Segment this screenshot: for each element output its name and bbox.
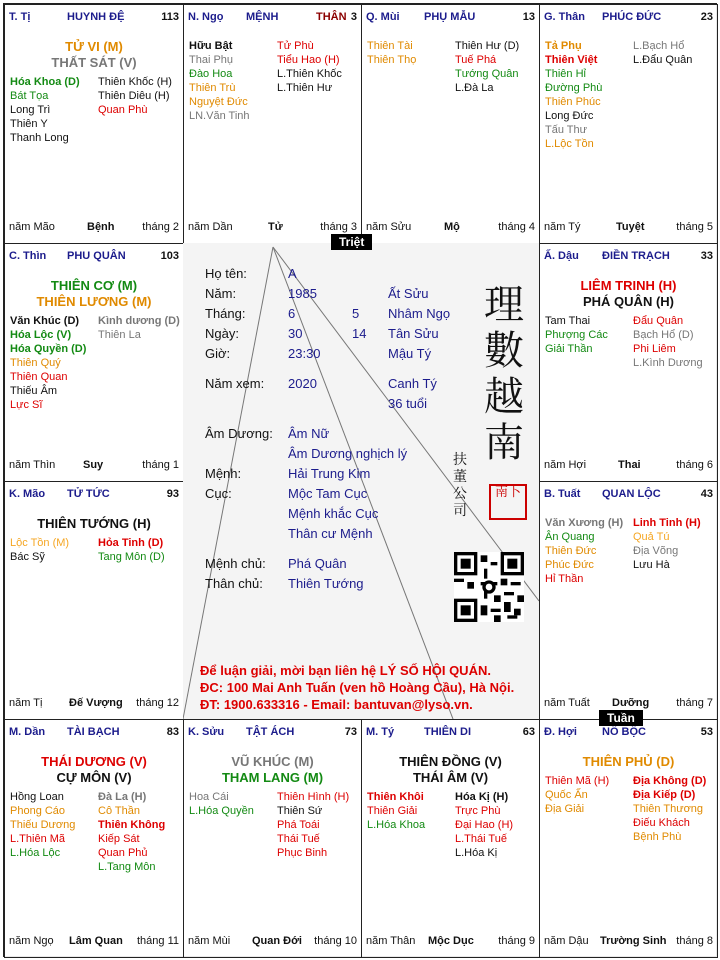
palace-tuat[interactable] (539, 481, 718, 720)
minor-stars-left (367, 790, 425, 832)
main-star: CỰ MÔN (V) (56, 770, 132, 785)
minor-star: L.Thiên Khốc (277, 68, 342, 80)
minor-star: Thiên Hình (H) (277, 791, 350, 803)
main-stars (5, 754, 183, 786)
horoscope-chart (3, 3, 717, 957)
palace-number: 33 (700, 250, 713, 262)
main-star: LIÊM TRINH (H) (580, 278, 677, 293)
minor-star: Thiên Hỉ (545, 68, 586, 80)
minor-stars-right (98, 536, 165, 564)
minor-star: Quốc Ấn (545, 789, 588, 801)
minor-star: Bác Sỹ (10, 551, 45, 563)
palace-header (9, 488, 179, 504)
value-nam-can: Ất Sửu (388, 286, 429, 301)
palace-number: 13 (522, 11, 535, 23)
minor-star: Điếu Khách (633, 817, 690, 829)
palace-name: PHÚC ĐỨC (602, 11, 662, 23)
palace-header (188, 11, 357, 27)
palace-year: năm Tuất (544, 697, 590, 709)
minor-star: Phượng Các (545, 329, 608, 341)
main-star: TỬ VI (M) (65, 39, 123, 54)
minor-stars-right (277, 790, 349, 860)
minor-star: Thiên Diêu (H) (98, 90, 170, 102)
palace-position: K. Mão (9, 488, 46, 500)
palace-position: B. Tuất (544, 488, 581, 500)
palace-year: năm Ngọ (9, 935, 54, 947)
palace-name: HUYNH ĐỆ (67, 11, 125, 23)
main-star: THIÊN PHỦ (D) (582, 754, 675, 769)
palace-stage: Trường Sinh (600, 935, 667, 947)
minor-star: Thiên Y (10, 118, 48, 130)
palace-position: Đ. Hợi (544, 726, 577, 738)
minor-star: Cô Thần (98, 805, 140, 817)
minor-star: Tấu Thư (545, 124, 588, 136)
palace-month: tháng 2 (142, 221, 179, 233)
minor-star: Tiểu Hao (H) (277, 54, 340, 66)
minor-stars-left (367, 39, 416, 67)
minor-star: L.Đà La (455, 82, 494, 94)
minor-star: Tả Phụ (545, 40, 582, 52)
palace-number: 83 (166, 726, 179, 738)
palace-stage: Đế Vượng (69, 697, 123, 709)
calligraphy-small: 扶董公司 (453, 452, 467, 519)
minor-star: Phong Cáo (10, 805, 66, 817)
palace-month: tháng 7 (676, 697, 713, 709)
palace-month: tháng 11 (136, 935, 179, 947)
minor-stars-left (10, 314, 86, 412)
palace-number: 43 (700, 488, 713, 500)
minor-star: Tam Thai (545, 315, 591, 327)
minor-star: Thiên Mã (H) (545, 775, 610, 787)
minor-star: Phục Binh (277, 847, 328, 859)
minor-star: Thiên Giải (367, 805, 418, 817)
minor-star: Quả Tú (633, 531, 670, 543)
minor-stars-left (545, 39, 602, 151)
main-star: THIÊN LƯƠNG (M) (36, 294, 152, 309)
value-nam: 1985 (288, 286, 317, 301)
main-star: PHÁ QUÂN (H) (583, 294, 674, 309)
calligraphy-logo: 理數越南 (484, 282, 524, 466)
palace-mui[interactable] (361, 4, 540, 244)
palace-than-mark: THÂN (316, 11, 347, 23)
palace-year: năm Tý (544, 221, 581, 233)
palace-stage: Bệnh (87, 221, 115, 233)
minor-star: Long Đức (545, 110, 594, 122)
value-tuoi: 36 tuổi (388, 396, 428, 411)
contact-block (200, 662, 514, 713)
minor-star: Đà La (H) (98, 791, 147, 803)
label-menh: Mệnh: (205, 466, 242, 481)
minor-star: Phúc Đức (545, 559, 594, 571)
minor-star: Trực Phù (455, 805, 501, 817)
minor-stars-right (633, 774, 706, 844)
label-ho-ten: Họ tên: (205, 266, 247, 281)
palace-header (544, 250, 713, 266)
palace-stage: Tuyệt (616, 221, 645, 233)
red-stamp: 南卜 (489, 484, 527, 520)
minor-star: Văn Xương (H) (545, 517, 624, 529)
palace-name: NÔ BỘC (602, 726, 646, 738)
palace-than[interactable] (539, 4, 718, 244)
minor-star: Linh Tinh (H) (633, 517, 701, 529)
palace-footer (188, 221, 357, 235)
minor-star: Ân Quang (545, 531, 595, 543)
palace-stage: Tử (268, 221, 283, 233)
palace-month: tháng 4 (498, 221, 535, 233)
value-thang-am: 5 (352, 306, 360, 321)
value-ngay: 30 (288, 326, 303, 341)
minor-star: Tuế Phá (455, 54, 497, 66)
minor-star: Phi Liêm (633, 343, 676, 355)
minor-star: Thiên Đức (545, 545, 597, 557)
palace-year: năm Dậu (544, 935, 589, 947)
minor-stars-right (633, 314, 703, 370)
minor-star: Địa Giải (545, 803, 585, 815)
minor-star: Hỉ Thần (545, 573, 584, 585)
main-star: THAM LANG (M) (221, 770, 324, 785)
minor-star: Thiên Phúc (545, 96, 601, 108)
main-star: THIÊN ĐỒNG (V) (399, 754, 502, 769)
palace-mao[interactable] (4, 481, 184, 720)
minor-star: Bạch Hổ (D) (633, 329, 694, 341)
minor-star: Thiên Khốc (H) (98, 76, 172, 88)
palace-month: tháng 8 (676, 935, 713, 947)
palace-month: tháng 9 (498, 935, 535, 947)
palace-position: N. Ngọ (188, 11, 224, 23)
tag-triet: Triệt (331, 234, 372, 250)
value-menh-chu: Phá Quân (288, 556, 347, 571)
minor-star: Đẩu Quân (633, 315, 684, 327)
palace-year: năm Mão (9, 221, 55, 233)
value-ngay-can: Tân Sửu (388, 326, 439, 341)
minor-star: Thiếu Dương (10, 819, 76, 831)
palace-footer (544, 935, 713, 949)
minor-star: Thanh Long (10, 132, 69, 144)
main-star: THÁI ÂM (V) (412, 770, 489, 785)
value-nam-xem: 2020 (288, 376, 317, 391)
minor-star: Thiên Quan (10, 371, 68, 383)
minor-stars-left (10, 75, 80, 145)
palace-name: QUAN LỘC (602, 488, 661, 500)
palace-footer (9, 459, 179, 473)
palace-name: TỬ TỨC (67, 488, 110, 500)
minor-star: Văn Khúc (D) (10, 315, 80, 327)
palace-header (544, 726, 713, 742)
palace-thin[interactable] (4, 243, 184, 482)
minor-star: Thiên Thương (633, 803, 704, 815)
minor-stars-right (455, 39, 519, 95)
palace-position: M. Tý (366, 726, 395, 738)
palace-name: PHỤ MẪU (424, 11, 476, 23)
main-star: THÁI DƯƠNG (V) (41, 754, 147, 769)
palace-footer (544, 697, 713, 711)
minor-star: L.Đẩu Quân (633, 54, 693, 66)
palace-number: 23 (700, 11, 713, 23)
minor-star: Địa Kiếp (D) (633, 789, 696, 801)
minor-star: Hóa Lộc (V) (10, 329, 72, 341)
palace-position: C. Thìn (9, 250, 47, 262)
palace-name: THIÊN DI (424, 726, 472, 738)
palace-stage: Dưỡng (612, 697, 650, 709)
palace-footer (9, 221, 179, 235)
palace-number: 103 (160, 250, 179, 262)
minor-stars-right (98, 314, 180, 342)
minor-star: L.Kình Dương (633, 357, 703, 369)
main-stars (362, 754, 539, 786)
palace-number: 73 (344, 726, 357, 738)
minor-star: L.Tang Môn (98, 861, 156, 873)
palace-number: 3 (350, 11, 357, 23)
main-stars (540, 754, 717, 770)
minor-stars-right (98, 75, 172, 117)
value-gio: 23:30 (288, 346, 321, 361)
palace-ti[interactable] (4, 4, 184, 244)
minor-star: L.Hóa Kị (455, 847, 498, 859)
palace-footer (366, 221, 535, 235)
minor-stars-right (98, 790, 165, 874)
palace-name: PHU QUÂN (67, 250, 126, 262)
main-stars (5, 516, 183, 532)
minor-star: Long Trì (10, 104, 51, 116)
minor-stars-right (277, 39, 342, 95)
minor-stars-left (189, 39, 250, 123)
minor-stars-left (10, 536, 69, 564)
minor-star: L.Hóa Khoa (367, 819, 426, 831)
minor-star: Đại Hao (H) (455, 819, 514, 831)
minor-stars-right (633, 39, 692, 67)
palace-header (9, 726, 179, 742)
minor-star: L.Thiên Mã (10, 833, 66, 845)
minor-star: Thái Tuế (277, 833, 320, 845)
main-stars (5, 278, 183, 310)
minor-star: Thiên Trù (189, 82, 236, 94)
minor-star: Bát Tọa (10, 90, 49, 102)
palace-month: tháng 10 (314, 935, 357, 947)
palace-suu[interactable] (183, 719, 362, 958)
minor-stars-left (10, 790, 75, 860)
minor-star: Thiên Hư (D) (455, 40, 520, 52)
palace-footer (188, 935, 357, 949)
palace-name: ĐIỀN TRẠCH (602, 250, 670, 262)
label-ngay: Ngày: (205, 326, 239, 341)
minor-star: Hóa Kị (H) (455, 791, 509, 803)
minor-star: Địa Võng (633, 545, 679, 557)
palace-year: năm Sửu (366, 221, 412, 233)
value-than-chu: Thiên Tướng (288, 576, 364, 591)
minor-star: LN.Văn Tinh (189, 110, 250, 122)
minor-star: Thiên Sứ (277, 805, 323, 817)
minor-star: Thai Phụ (189, 54, 234, 66)
label-nam: Năm: (205, 286, 237, 301)
minor-star: Lực Sĩ (10, 399, 43, 411)
palace-number: 53 (700, 726, 713, 738)
palace-header (544, 488, 713, 504)
palace-header (9, 250, 179, 266)
palace-month: tháng 6 (676, 459, 713, 471)
palace-stage: Quan Đới (252, 935, 302, 947)
palace-hoi[interactable] (539, 719, 718, 958)
minor-stars-left (545, 774, 609, 816)
minor-star: Kiếp Sát (98, 833, 140, 845)
minor-star: L.Thái Tuế (455, 833, 507, 845)
minor-star: L.Hóa Lộc (10, 847, 61, 859)
tag-tuan: Tuần (599, 710, 643, 726)
palace-year: năm Thìn (9, 459, 56, 471)
minor-star: Thiên Không (98, 819, 166, 831)
palace-footer (366, 935, 535, 949)
value-am-duong: Âm Nữ (288, 426, 330, 441)
minor-star: Tử Phù (277, 40, 314, 52)
palace-number: 93 (166, 488, 179, 500)
minor-star: Đào Hoa (189, 68, 233, 80)
value-ngay-am: 14 (352, 326, 367, 341)
minor-stars-left (189, 790, 254, 818)
palace-position: Ấ. Dậu (544, 250, 579, 262)
palace-dau[interactable] (539, 243, 718, 482)
minor-star: Thiên Việt (545, 54, 598, 66)
minor-star: Nguyệt Đức (189, 96, 248, 108)
palace-footer (544, 221, 713, 235)
value-ho-ten: A (288, 266, 297, 281)
palace-year: năm Mùi (188, 935, 231, 947)
palace-number: 63 (522, 726, 535, 738)
palace-stage: Mộc Dục (428, 935, 474, 947)
palace-ngo[interactable] (183, 4, 362, 244)
minor-star: Thiên La (98, 329, 141, 341)
minor-star: Phá Toái (277, 819, 320, 831)
minor-star: Thiên Tài (367, 40, 413, 52)
value-thang: 6 (288, 306, 296, 321)
label-than-chu: Thân chủ: (205, 576, 263, 591)
palace-dan[interactable] (4, 719, 184, 958)
palace-name: TẬT ÁCH (246, 726, 295, 738)
minor-star: L.Lộc Tồn (545, 138, 594, 150)
label-am-duong: Âm Dương: (205, 426, 273, 441)
palace-position: Q. Mùi (366, 11, 400, 23)
palace-number: 113 (161, 11, 179, 23)
palace-position: G. Thân (544, 11, 585, 23)
minor-star: Quan Phù (98, 104, 148, 116)
palace-header (188, 726, 357, 742)
palace-header (366, 11, 535, 27)
minor-star: Quan Phủ (98, 847, 148, 859)
minor-star: Đường Phù (545, 82, 603, 94)
minor-star: Địa Không (D) (633, 775, 707, 787)
palace-name: MỆNH (246, 11, 279, 23)
palace-month: tháng 5 (676, 221, 713, 233)
value-cuc-3: Thân cư Mệnh (288, 526, 373, 541)
palace-year: năm Tị (9, 697, 43, 709)
palace-position: T. Tị (9, 11, 31, 23)
minor-star: Thiên Khôi (367, 791, 424, 803)
main-stars (5, 39, 183, 71)
contact-line-1: Để luận giải, mời bạn liên hệ LÝ SỐ HỘI QUÁN. (200, 663, 491, 678)
palace-year: năm Thân (366, 935, 416, 947)
minor-star: Thiên Thọ (367, 54, 417, 66)
palace-position: K. Sửu (188, 726, 225, 738)
palace-stage: Lâm Quan (69, 935, 123, 947)
value-cuc: Mộc Tam Cục (288, 486, 368, 501)
minor-star: Giải Thần (545, 343, 593, 355)
palace-year: năm Dần (188, 221, 233, 233)
minor-star: Hỏa Tinh (D) (98, 537, 164, 549)
qr-code-icon[interactable] (454, 552, 524, 622)
main-star: THIÊN TƯỚNG (H) (37, 516, 151, 531)
label-cuc: Cục: (205, 486, 232, 501)
palace-month: tháng 1 (142, 459, 179, 471)
minor-star: Hoa Cái (189, 791, 229, 803)
minor-star: Tướng Quân (455, 68, 519, 80)
palace-footer (9, 697, 179, 711)
palace-position: M. Dần (9, 726, 46, 738)
minor-star: L.Bạch Hổ (633, 40, 685, 52)
value-thang-can: Nhâm Ngọ (388, 306, 451, 321)
minor-star: Hóa Quyền (D) (10, 343, 87, 355)
palace-name: TÀI BẠCH (67, 726, 120, 738)
palace-stage: Mộ (444, 221, 460, 233)
label-thang: Tháng: (205, 306, 246, 321)
value-menh: Hải Trung Kim (288, 466, 371, 481)
minor-stars-right (633, 516, 701, 572)
value-cuc-2: Mệnh khắc Cục (288, 506, 379, 521)
minor-star: L.Hóa Quyền (189, 805, 254, 817)
minor-star: Tang Môn (D) (98, 551, 165, 563)
palace-stage: Thai (618, 459, 641, 471)
palace-header (366, 726, 535, 742)
label-gio: Giờ: (205, 346, 231, 361)
palace-footer (9, 935, 179, 949)
minor-star: Lộc Tồn (M) (10, 537, 70, 549)
minor-star: Lưu Hà (633, 559, 670, 571)
main-stars (540, 278, 717, 310)
minor-star: Kình dương (D) (98, 315, 180, 327)
minor-star: Hữu Bật (189, 40, 233, 52)
minor-stars-left (545, 516, 623, 586)
minor-stars-left (545, 314, 608, 356)
label-menh-chu: Mệnh chủ: (205, 556, 266, 571)
contact-line-3: ĐT: 1900.633316 - Email: bantuvan@lyso.vn. (200, 697, 473, 712)
value-gio-can: Mậu Tý (388, 346, 432, 361)
minor-star: L.Thiên Hư (277, 82, 333, 94)
minor-star: Thiếu Âm (10, 385, 58, 397)
main-star: THẤT SÁT (V) (51, 55, 137, 70)
palace-month: tháng 3 (320, 221, 357, 233)
palace-month: tháng 12 (136, 697, 179, 709)
palace-year: năm Hợi (544, 459, 587, 471)
minor-stars-right (455, 790, 513, 860)
value-nam-xem-can: Canh Tý (388, 376, 437, 391)
minor-star: Bệnh Phù (633, 831, 682, 843)
palace-header (9, 11, 179, 27)
value-am-duong-2: Âm Dương nghịch lý (288, 446, 408, 461)
palace-ty[interactable] (361, 719, 540, 958)
main-stars (184, 754, 361, 786)
main-star: THIÊN CƠ (M) (50, 278, 138, 293)
palace-footer (544, 459, 713, 473)
palace-stage: Suy (83, 459, 104, 471)
main-star: VŨ KHÚC (M) (231, 754, 314, 769)
minor-star: Thiên Quý (10, 357, 61, 369)
minor-star: Hồng Loan (10, 791, 64, 803)
minor-star: Hóa Khoa (D) (10, 76, 80, 88)
palace-header (544, 11, 713, 27)
contact-line-2: ĐC: 100 Mai Anh Tuấn (ven hồ Hoàng Cầu), Hà Nội. (200, 680, 515, 695)
label-nam-xem: Năm xem: (205, 376, 265, 391)
